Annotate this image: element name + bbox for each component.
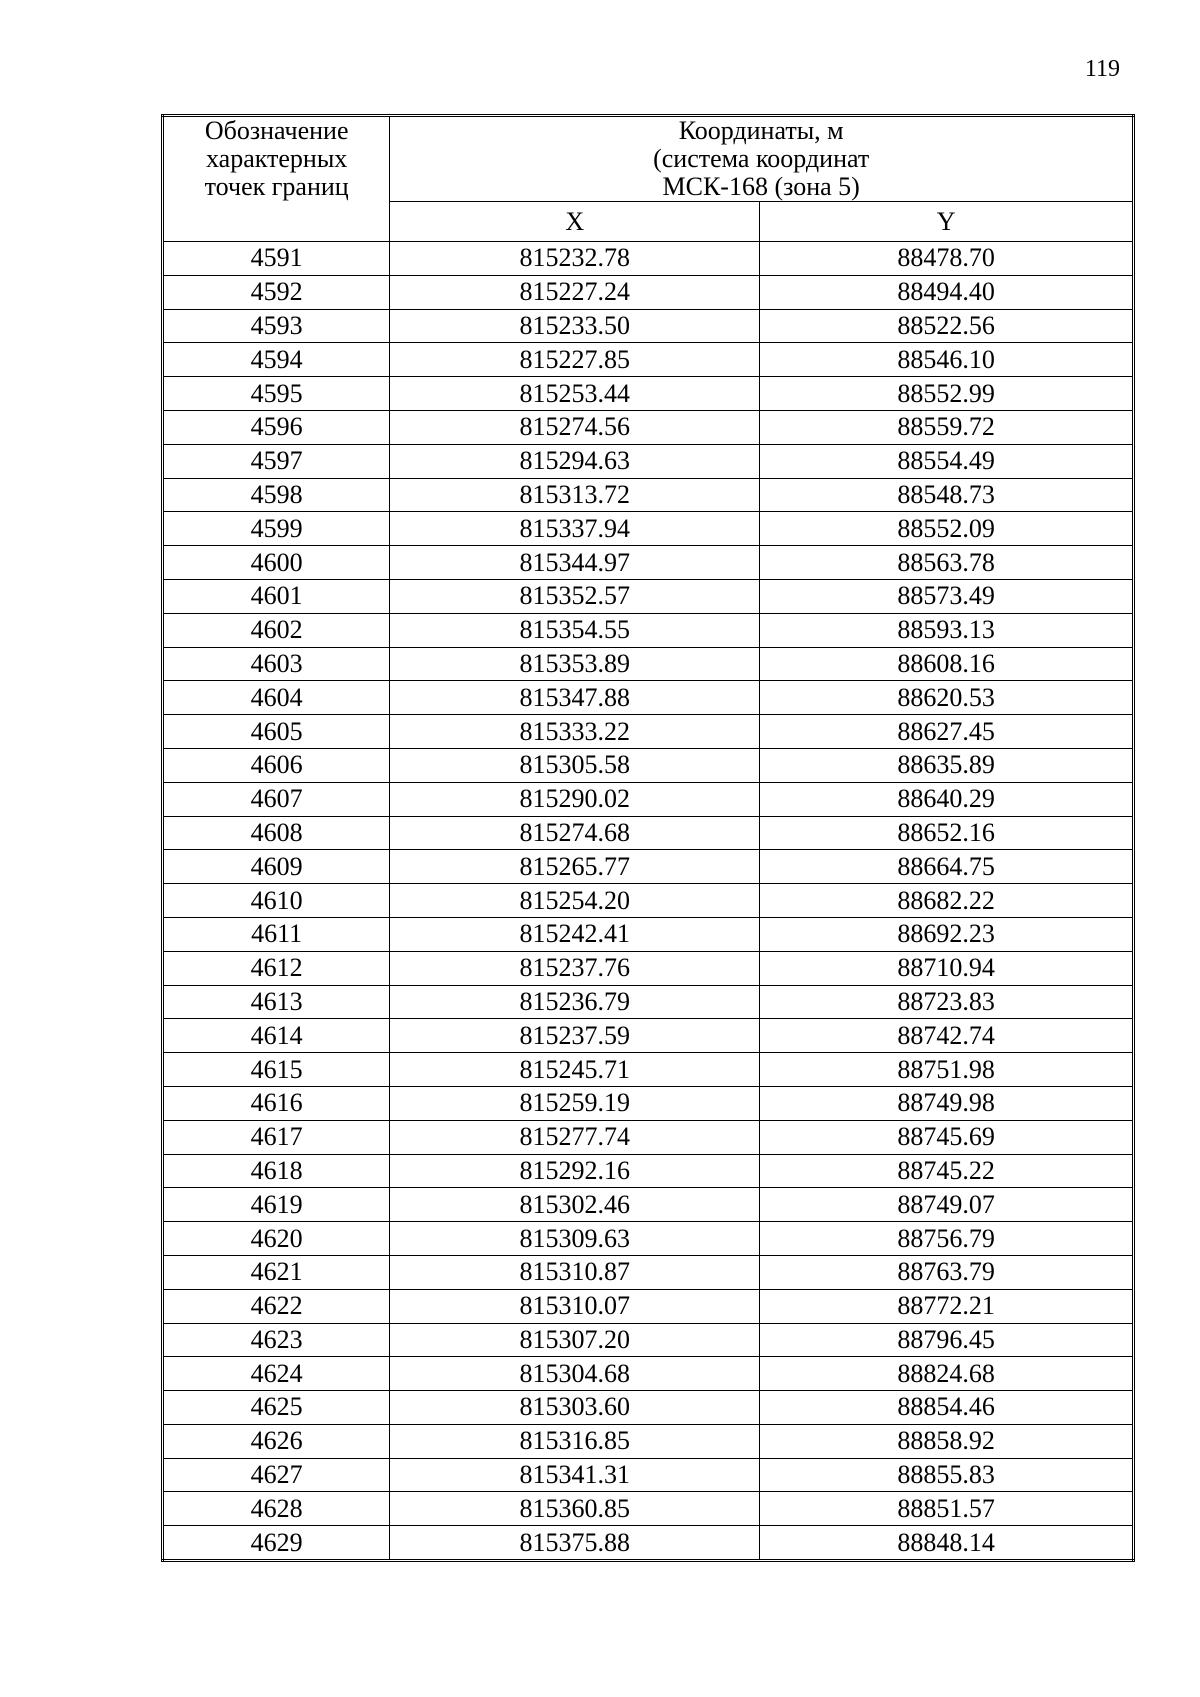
y-coordinate-cell: 88494.40 <box>760 275 1134 309</box>
x-coordinate-cell: 815307.20 <box>390 1323 760 1357</box>
table-row <box>163 309 1134 343</box>
point-id-cell: 4619 <box>163 1188 390 1222</box>
table-row <box>163 917 1134 951</box>
table-header <box>163 116 1134 242</box>
y-coordinate-cell: 88664.75 <box>760 850 1134 884</box>
point-id-cell: 4605 <box>163 715 390 749</box>
x-coordinate-cell: 815290.02 <box>390 782 760 816</box>
y-coordinate-cell: 88640.29 <box>760 782 1134 816</box>
point-id-cell: 4608 <box>163 816 390 850</box>
table-row <box>163 1154 1134 1188</box>
point-id-cell: 4593 <box>163 309 390 343</box>
table-row <box>163 748 1134 782</box>
x-coordinate-cell: 815294.63 <box>390 444 760 478</box>
coordinate-zone-label: МСК-168 (зона 5) <box>662 172 860 201</box>
y-coordinate-cell: 88552.09 <box>760 512 1134 546</box>
point-id-cell: 4601 <box>163 579 390 613</box>
point-id-cell: 4627 <box>163 1458 390 1492</box>
point-id-cell: 4622 <box>163 1289 390 1323</box>
x-coordinate-cell: 815353.89 <box>390 647 760 681</box>
point-id-cell: 4592 <box>163 275 390 309</box>
table-row <box>163 1255 1134 1289</box>
table-row <box>163 715 1134 749</box>
table-row <box>163 816 1134 850</box>
x-coordinate-cell: 815274.56 <box>390 410 760 444</box>
table-row <box>163 242 1134 276</box>
table-row <box>163 579 1134 613</box>
x-coordinate-cell: 815292.16 <box>390 1154 760 1188</box>
x-coordinate-cell: 815352.57 <box>390 579 760 613</box>
point-id-cell: 4620 <box>163 1222 390 1256</box>
table-row <box>163 410 1134 444</box>
x-coordinate-cell: 815305.58 <box>390 748 760 782</box>
point-id-cell: 4594 <box>163 343 390 377</box>
point-id-cell: 4624 <box>163 1357 390 1391</box>
table-row <box>163 1391 1134 1425</box>
point-id-cell: 4628 <box>163 1492 390 1526</box>
y-coordinate-cell: 88858.92 <box>760 1424 1134 1458</box>
table-row <box>163 1492 1134 1526</box>
y-coordinate-cell: 88548.73 <box>760 478 1134 512</box>
point-id-cell: 4625 <box>163 1391 390 1425</box>
table-row <box>163 478 1134 512</box>
table-row <box>163 343 1134 377</box>
table-row <box>163 782 1134 816</box>
point-id-cell: 4611 <box>163 917 390 951</box>
point-id-cell: 4607 <box>163 782 390 816</box>
x-coordinate-cell: 815337.94 <box>390 512 760 546</box>
y-coordinate-cell: 88546.10 <box>760 343 1134 377</box>
point-id-cell: 4615 <box>163 1053 390 1087</box>
y-coordinate-cell: 88796.45 <box>760 1323 1134 1357</box>
table-row <box>163 444 1134 478</box>
x-coordinate-cell: 815344.97 <box>390 546 760 580</box>
y-coordinate-cell: 88749.98 <box>760 1086 1134 1120</box>
table-row <box>163 850 1134 884</box>
x-coordinate-cell: 815316.85 <box>390 1424 760 1458</box>
y-coordinate-cell: 88627.45 <box>760 715 1134 749</box>
point-id-cell: 4626 <box>163 1424 390 1458</box>
table-row <box>163 275 1134 309</box>
y-coordinate-cell: 88608.16 <box>760 647 1134 681</box>
point-id-cell: 4616 <box>163 1086 390 1120</box>
table-row <box>163 1289 1134 1323</box>
point-id-cell: 4614 <box>163 1019 390 1053</box>
table-row <box>163 884 1134 918</box>
point-id-cell: 4596 <box>163 410 390 444</box>
table-row <box>163 681 1134 715</box>
y-coordinate-cell: 88742.74 <box>760 1019 1134 1053</box>
x-coordinate-cell: 815233.50 <box>390 309 760 343</box>
x-coordinate-cell: 815259.19 <box>390 1086 760 1120</box>
table-row <box>163 1019 1134 1053</box>
x-coordinate-cell: 815313.72 <box>390 478 760 512</box>
x-coordinate-cell: 815302.46 <box>390 1188 760 1222</box>
table-row <box>163 613 1134 647</box>
x-coordinate-cell: 815237.59 <box>390 1019 760 1053</box>
table-row <box>163 546 1134 580</box>
y-coordinate-cell: 88620.53 <box>760 681 1134 715</box>
y-coordinate-cell: 88563.78 <box>760 546 1134 580</box>
x-coordinate-cell: 815341.31 <box>390 1458 760 1492</box>
point-id-cell: 4598 <box>163 478 390 512</box>
point-id-cell: 4621 <box>163 1255 390 1289</box>
point-id-cell: 4623 <box>163 1323 390 1357</box>
y-coordinate-cell: 88682.22 <box>760 884 1134 918</box>
y-coordinate-cell: 88710.94 <box>760 951 1134 985</box>
x-coordinate-cell: 815242.41 <box>390 917 760 951</box>
y-coordinate-cell: 88848.14 <box>760 1526 1134 1561</box>
table-row <box>163 1323 1134 1357</box>
x-coordinate-cell: 815304.68 <box>390 1357 760 1391</box>
y-coordinate-cell: 88635.89 <box>760 748 1134 782</box>
point-id-cell: 4618 <box>163 1154 390 1188</box>
x-coordinate-cell: 815360.85 <box>390 1492 760 1526</box>
point-id-cell: 4597 <box>163 444 390 478</box>
y-column-header: Y <box>760 202 1134 242</box>
y-coordinate-cell: 88652.16 <box>760 816 1134 850</box>
table-row <box>163 647 1134 681</box>
point-id-cell: 4612 <box>163 951 390 985</box>
point-id-cell: 4600 <box>163 546 390 580</box>
table-row <box>163 1222 1134 1256</box>
point-designation-label: Обозначение характерных точек границ <box>204 116 349 201</box>
y-coordinate-cell: 88772.21 <box>760 1289 1134 1323</box>
table-row <box>163 951 1134 985</box>
x-coordinate-cell: 815245.71 <box>390 1053 760 1087</box>
table-row <box>163 985 1134 1019</box>
coordinates-header <box>390 116 1134 202</box>
table-row <box>163 1458 1134 1492</box>
x-coordinate-cell: 815347.88 <box>390 681 760 715</box>
y-coordinate-cell: 88554.49 <box>760 444 1134 478</box>
point-id-cell: 4591 <box>163 242 390 276</box>
x-coordinate-cell: 815237.76 <box>390 951 760 985</box>
table-row <box>163 1086 1134 1120</box>
point-id-cell: 4617 <box>163 1120 390 1154</box>
coordinate-system-label: (система координат <box>653 144 870 173</box>
x-coordinate-cell: 815265.77 <box>390 850 760 884</box>
y-coordinate-cell: 88692.23 <box>760 917 1134 951</box>
x-coordinate-cell: 815254.20 <box>390 884 760 918</box>
y-coordinate-cell: 88745.22 <box>760 1154 1134 1188</box>
point-designation-header <box>163 116 390 242</box>
table-row <box>163 1120 1134 1154</box>
page-number: 119 <box>1084 56 1120 82</box>
y-coordinate-cell: 88745.69 <box>760 1120 1134 1154</box>
x-coordinate-cell: 815236.79 <box>390 985 760 1019</box>
x-coordinate-cell: 815303.60 <box>390 1391 760 1425</box>
point-id-cell: 4629 <box>163 1526 390 1561</box>
x-coordinate-cell: 815333.22 <box>390 715 760 749</box>
x-coordinate-cell: 815274.68 <box>390 816 760 850</box>
y-coordinate-cell: 88855.83 <box>760 1458 1134 1492</box>
x-coordinate-cell: 815309.63 <box>390 1222 760 1256</box>
table-body <box>163 242 1134 1561</box>
y-coordinate-cell: 88552.99 <box>760 377 1134 411</box>
y-coordinate-cell: 88763.79 <box>760 1255 1134 1289</box>
x-column-header: X <box>390 202 760 242</box>
point-id-cell: 4602 <box>163 613 390 647</box>
y-coordinate-cell: 88593.13 <box>760 613 1134 647</box>
point-id-cell: 4609 <box>163 850 390 884</box>
point-id-cell: 4613 <box>163 985 390 1019</box>
x-coordinate-cell: 815375.88 <box>390 1526 760 1561</box>
point-id-cell: 4603 <box>163 647 390 681</box>
y-coordinate-cell: 88851.57 <box>760 1492 1134 1526</box>
y-coordinate-cell: 88854.46 <box>760 1391 1134 1425</box>
x-coordinate-cell: 815354.55 <box>390 613 760 647</box>
y-coordinate-cell: 88723.83 <box>760 985 1134 1019</box>
table-row <box>163 1357 1134 1391</box>
y-coordinate-cell: 88573.49 <box>760 579 1134 613</box>
x-coordinate-cell: 815310.07 <box>390 1289 760 1323</box>
table-row <box>163 1526 1134 1561</box>
table-row <box>163 1188 1134 1222</box>
table-row <box>163 1053 1134 1087</box>
point-id-cell: 4606 <box>163 748 390 782</box>
point-id-cell: 4610 <box>163 884 390 918</box>
x-coordinate-cell: 815253.44 <box>390 377 760 411</box>
point-id-cell: 4604 <box>163 681 390 715</box>
y-coordinate-cell: 88478.70 <box>760 242 1134 276</box>
x-coordinate-cell: 815232.78 <box>390 242 760 276</box>
y-coordinate-cell: 88522.56 <box>760 309 1134 343</box>
table-row <box>163 377 1134 411</box>
y-coordinate-cell: 88749.07 <box>760 1188 1134 1222</box>
y-coordinate-cell: 88756.79 <box>760 1222 1134 1256</box>
x-coordinate-cell: 815227.24 <box>390 275 760 309</box>
y-coordinate-cell: 88824.68 <box>760 1357 1134 1391</box>
y-coordinate-cell: 88559.72 <box>760 410 1134 444</box>
coordinates-title: Координаты, м <box>678 116 844 145</box>
y-coordinate-cell: 88751.98 <box>760 1053 1134 1087</box>
x-coordinate-cell: 815277.74 <box>390 1120 760 1154</box>
table-row <box>163 512 1134 546</box>
x-coordinate-cell: 815227.85 <box>390 343 760 377</box>
point-id-cell: 4599 <box>163 512 390 546</box>
coordinates-table <box>161 114 1135 1562</box>
point-id-cell: 4595 <box>163 377 390 411</box>
table-row <box>163 1424 1134 1458</box>
x-coordinate-cell: 815310.87 <box>390 1255 760 1289</box>
